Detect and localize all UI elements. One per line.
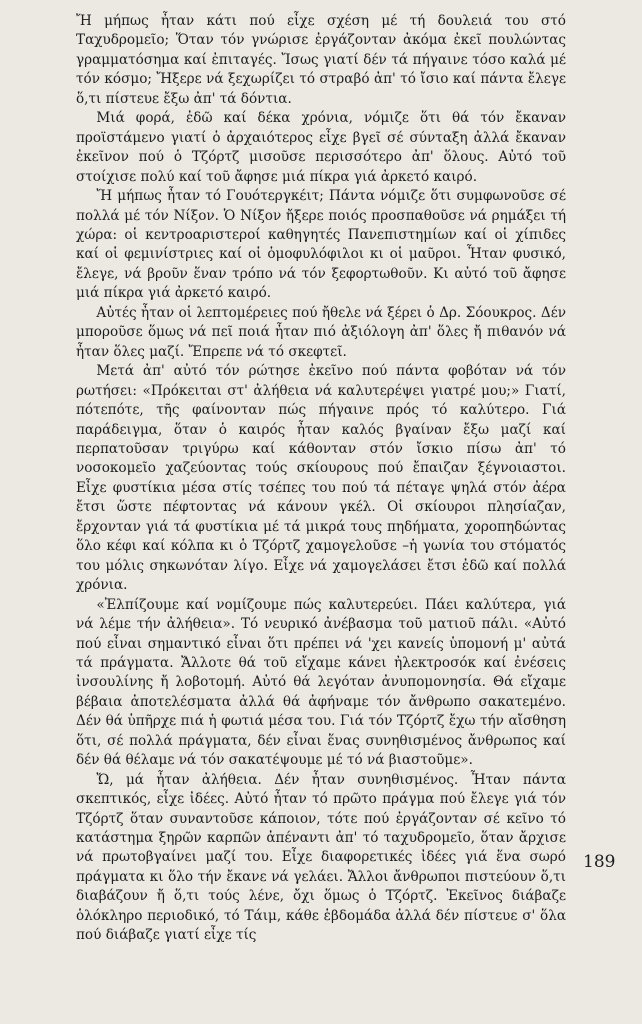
paragraph: Ἤ μήπως ἦταν κάτι πού εἶχε σχέση μέ τή δουλειά του στό Ταχυδρομεῖο; Ὅταν τόν γνώρισε ἐργάζονταν ἀκόμα ἐκεῖ πουλώντας γραμματόσημα καί ἐπιταγές. Ἴσως γιατί δέν τά πήγαινε τόσο καλά μέ τόν κόσμο; Ἤξερε νά ξεχωρίζει τό στραβό ἀπ' τό ἴσιο καί πάντα ἔλεγε ὅ,τι πίστευε ἔξω ἀπ' τά δόντια. <box>76 13 566 107</box>
paragraph: Ὤ, μά ἦταν ἀλήθεια. Δέν ἦταν συνηθισμένος. Ἦταν πάντα σκεπτικός, εἶχε ἰδέες. Αὐτό ἦταν τό πρῶτο πράγμα πού ἔλεγε γιά τόν Τζόρτζ ὅταν συναντοῦσε κάποιον, τότε πού ἐργάζονταν σέ κεῖνο τό κατάστημα ξηρῶν καρπῶν ἀπέναντι ἀπ' τό ταχυδρομεῖο, ὅταν ἄρχισε νά πρωτοβγαίνει μαζί του. Εἶχε διαφορετικές ἰδέες γιά ἕνα σωρό πράγματα κι ὅλο τήν ἔκανε νά γελάει. Ἄλλοι ἄνθρωποι πιστεύουν ὅ,τι διαβάζουν ἤ ὅ,τι τούς λένε, ὄχι ὅμως ὁ Τζόρτζ. Ἐκεῖνος διάβαζε ὁλόκληρο περιοδικό, τό Τάιμ, κάθε ἑβδομάδα ἀλλά δέν πίστευε σ' ὅλα πού διάβαζε γιατί εἶχε τίς <box>76 771 566 944</box>
paragraph: Μιά φορά, ἐδῶ καί δέκα χρόνια, νόμιζε ὅτι θά τόν ἔκαναν προϊστάμενο γιατί ὁ ἀρχαιότερος εἶχε βγεῖ σέ σύνταξη ἀλλά ἔκαναν ἐκεῖνον πού ὁ Τζόρτζ μισοῦσε περισσότερο ἀπ' ὅλους. Αὐτό τοῦ στοίχισε πολύ καί τοῦ ἄφησε μιά πίκρα γιά ἀρκετό καιρό. <box>76 110 566 185</box>
paragraph: Μετά ἀπ' αὐτό τόν ρώτησε ἐκεῖνο πού πάντα φοβόταν νά τόν ρωτήσει: «Πρόκειται στ' ἀλήθεια νά καλυτερέψει γιατρέ μου;» Γιατί, πότεπότε, τῆς φαίνονταν πώς πήγαινε πρός τό καλύτερο. Γιά παράδειγμα, ὅταν ὁ καιρός ἦταν καλός βγαίναν ἔξω μαζί καί περπατοῦσαν τριγύρω καί κάθονταν στόν ἴσκιο πίσω ἀπ' τό νοσοκομεῖο χαζεύοντας τούς σκίουρους πού ἔπαιζαν ξέγνοιαστοι. Εἶχε φυστίκια μέσα στίς τσέπες του πού τά πέταγε ψηλά στόν ἀέρα ἔτσι ὥστε πέφτοντας νά κάνουν γκέλ. Οἱ σκίουροι πλησίαζαν, ἔρχονταν γιά τά φυστίκια μέ τά μικρά τους πηδήματα, χοροπηδώντας ὅλο κέφι καί κόλπα κι ὁ Τζόρτζ χαμογελοῦσε –ἡ γωνία του στόματός του μόλις σηκωνόταν λίγο. Εἶχε νά χαμογελάσει ἔτσι ἐδῶ καί πολλά χρόνια. <box>76 363 566 594</box>
paragraph: Αὐτές ἦταν οἱ λεπτομέρειες πού ἤθελε νά ξέρει ὁ Δρ. Σόουκρος. Δέν μποροῦσε ὅμως νά πεῖ ποιά ἦταν πιό ἀξιόλογη ἀπ' ὅλες ἤ πιθανόν νά ἦταν ὅλες μαζί. Ἔπρεπε νά τό σκεφτεῖ. <box>76 304 566 360</box>
page-number: 189 <box>583 852 616 872</box>
paragraph: «Ἐλπίζουμε καί νομίζουμε πώς καλυτερεύει. Πάει καλύτερα, γιά νά λέμε τήν ἀλήθεια». Τό νευρικό ἀνέβασμα τοῦ ματιοῦ πάλι. «Αὐτό πού εἶναι σημαντικό εἶναι ὅτι πρέπει νά 'χει κανείς ὑπομονή μ' αὐτά τά πράγματα. Ἄλλοτε θά τοῦ εἴχαμε κάνει ἠλεκτροσόκ καί ἐνέσεις ἰνσουλίνης ἤ λοβοτομή. Αὐτό θά λεγόταν ἀνυπομονησία. Θά εἴχαμε βέβαια ἀποτελέσματα ἀλλά θά ἀφήναμε τόν ἄνθρωπο σακατεμένο. Δέν θά ὑπῆρχε πιά ἡ φωτιά μέσα του. Γιά τόν Τζόρτζ ἔχω τήν αἴσθηση ὅτι, σέ πολλά πράγματα, δέν εἶναι ἕνας συνηθισμένος ἄνθρωπος καί δέν θά θέλαμε νά τόν σακατέψουμε μέ τό νά βιαστοῦμε». <box>76 596 566 769</box>
paragraph: Ἤ μήπως ἦταν τό Γουότεργκέιτ; Πάντα νόμιζε ὅτι συμφωνοῦσε σέ πολλά μέ τόν Νίξον. Ὁ Νίξον ἤξερε ποιός προσπαθοῦσε νά ρημάξει τή χώρα: οἱ κεντροαριστεροί καθηγητές Πανεπιστημίων καί οἱ χίπιδες καί οἱ φεμινίστριες καί οἱ ὁμοφυλόφιλοι κι οἱ μαῦροι. Ἦταν φυσικό, ἔλεγε, νά βροῦν ἕναν τρόπο νά τόν ξεφορτωθοῦν. Κι αὐτό τοῦ ἄφησε μιά πίκρα γιά ἀρκετό καιρό. <box>76 188 566 302</box>
body-text <box>76 12 566 946</box>
